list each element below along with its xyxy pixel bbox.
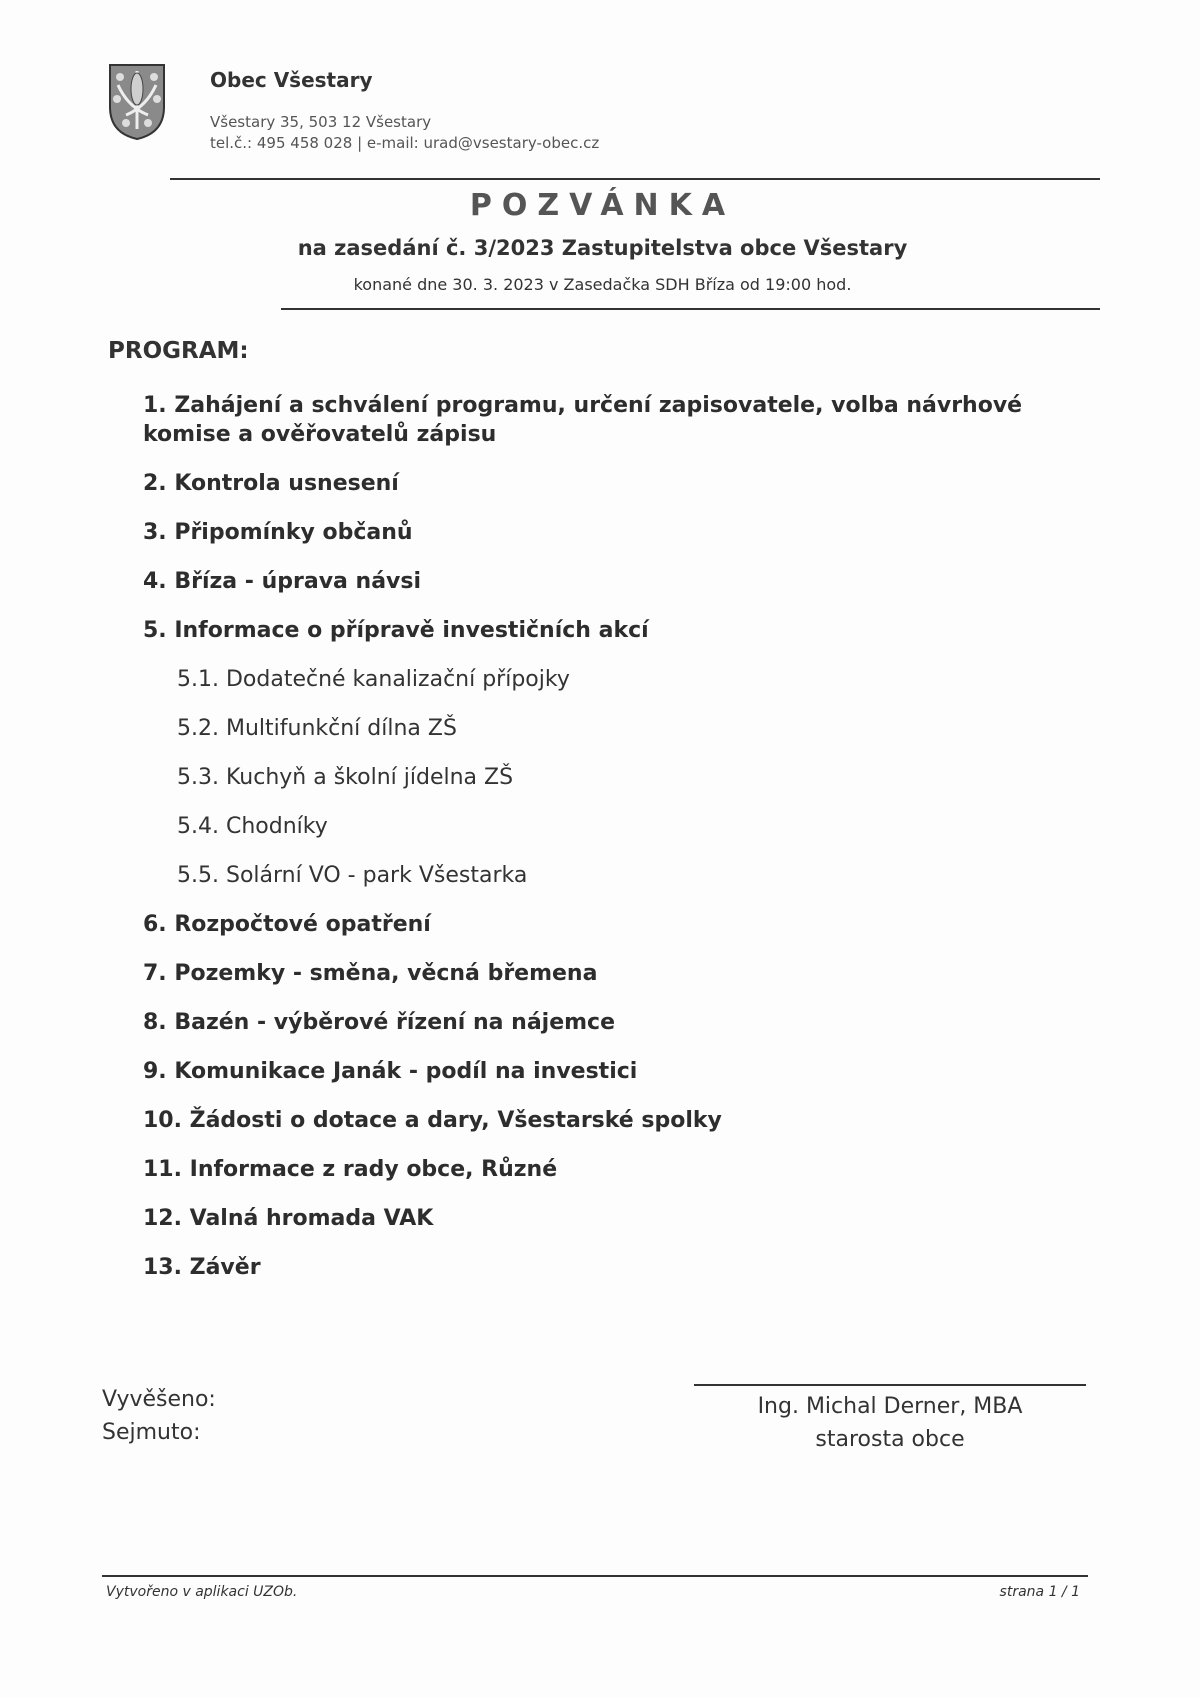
program-item: 11. Informace z rady obce, Různé: [143, 1157, 558, 1182]
removed-label: Sejmuto:: [102, 1420, 201, 1445]
signer-role: starosta obce: [815, 1427, 965, 1452]
meeting-subtitle: na zasedání č. 3/2023 Zastupitelstva obce Všestary: [297, 236, 908, 260]
title-divider: [281, 308, 1100, 310]
document-title: POZVÁNKA: [469, 188, 736, 223]
program-subitem: 5.1. Dodatečné kanalizační přípojky: [177, 667, 570, 692]
program-item: 12. Valná hromada VAK: [143, 1206, 434, 1231]
page-number: strana 1 / 1: [999, 1584, 1080, 1600]
contact-line: tel.č.: 495 458 028 | e-mail: urad@vsestary-obec.cz: [210, 134, 600, 152]
meeting-details: konané dne 30. 3. 2023 v Zasedačka SDH Bříza od 19:00 hod.: [353, 275, 852, 294]
program-item: 8. Bazén - výběrové řízení na nájemce: [143, 1010, 616, 1035]
program-item: 5. Informace o přípravě investičních akcí: [143, 618, 649, 643]
program-item: 4. Bříza - úprava návsi: [143, 569, 422, 594]
footer-divider: [102, 1575, 1088, 1577]
program-heading: PROGRAM:: [108, 338, 249, 364]
program-item: 9. Komunikace Janák - podíl na investici: [143, 1059, 638, 1084]
program-item: 10. Žádosti o dotace a dary, Všestarské spolky: [143, 1108, 722, 1133]
program-item: 3. Připomínky občanů: [143, 520, 413, 545]
coat-of-arms-icon: [108, 63, 166, 141]
footer-created-with: Vytvořeno v aplikaci UZOb.: [106, 1584, 298, 1600]
program-subitem: 5.3. Kuchyň a školní jídelna ZŠ: [177, 765, 514, 790]
program-list: [143, 391, 1073, 1302]
program-subitem: 5.2. Multifunkční dílna ZŠ: [177, 716, 457, 741]
posting-info: [102, 1383, 216, 1449]
program-item: 2. Kontrola usnesení: [143, 471, 399, 496]
signer-name: Ing. Michal Derner, MBA: [757, 1394, 1023, 1419]
header-divider: [170, 178, 1100, 180]
signature-line: [694, 1384, 1086, 1386]
program-subitem: 5.4. Chodníky: [177, 814, 328, 839]
organization-contact: [210, 112, 599, 154]
address: Všestary 35, 503 12 Všestary: [210, 113, 432, 131]
program-item: 13. Závěr: [143, 1255, 261, 1280]
program-item: 7. Pozemky - směna, věcná břemena: [143, 961, 598, 986]
program-item: 1. Zahájení a schválení programu, určení zapisovatele, volba návrhové komise a ověřovatelů zápisu: [143, 393, 1023, 447]
program-item: 6. Rozpočtové opatření: [143, 912, 431, 937]
organization-name: Obec Všestary: [210, 68, 373, 92]
posted-label: Vyvěšeno:: [102, 1387, 216, 1412]
program-subitem: 5.5. Solární VO - park Všestarka: [177, 863, 528, 888]
signer: [694, 1390, 1086, 1456]
